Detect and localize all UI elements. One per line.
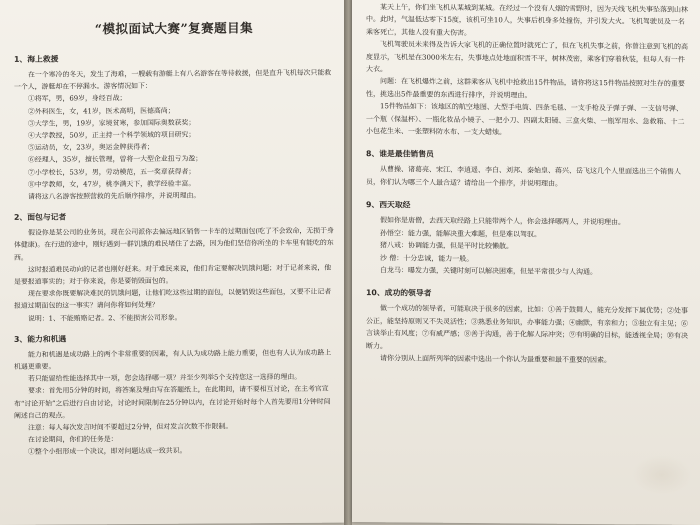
page-title: “模拟面试大赛”复赛题目集 [94, 20, 254, 37]
paragraph: 在讨论期间，你们的任务是： [28, 435, 118, 445]
paragraph: 在一个寒冷的冬天，发生了海难，一艘载有游艇上有八名游客在等待救援，但是直升飞机每次只能救一个人，游艇却在不停漏水。游客情况如下： [14, 68, 332, 92]
page-left [0, 0, 344, 525]
section-heading-9: 9、西天取经 [366, 200, 411, 210]
list-item: ②外科医生，女，41岁，医术高明，医德高尚； [28, 106, 175, 116]
paragraph: 假设你是某公司的业务员，现在公司派你去偏远地区销售一卡车的过期面包(吃了不会致命，无损于身体健康)。在行进的途中，刚好遇到一群饥饿的难民堵住了去路，因为他们坚信你所坐的卡车里有能吃的东西。 [14, 226, 334, 262]
paragraph: 问题：在飞机爆炸之前，这群乘客从飞机中抢救出15件物品，请你将这15件物品按照对生存的重要性，挑选出5件最重要的东西进行排序，并说明理由。 [366, 77, 685, 100]
list-item: ⑤运动员，女，23岁，奥运金牌获得者； [28, 143, 154, 153]
paragraph: 假如你是唐僧，去西天取经路上只能带两个人，你会选择哪两人，并说明理由。 [380, 216, 625, 227]
paragraph: 注意：每人每次发言时间不要超过2分钟，但对发言次数不作限制。 [28, 422, 233, 432]
paragraph: 请你分别从上面所列举的因素中选出一个你认为最重要和最不重要的因素。 [380, 354, 611, 365]
paragraph: 要求：首先用5分钟的时间，将答案及理由写在答题纸上，在此期间，请不要相互讨论，在主考官宣布“讨论开始”之后进行自由讨论，讨论时间限制在25分钟以内，在讨论开始时每个人首先要用1分钟时间阐述自己的观点。 [14, 385, 331, 420]
list-item: 孙悟空：能力强，能解决重大难题，但是难以驾驭。 [380, 228, 541, 239]
paragraph: 若只能留给性能选择其中一项，您会选择哪一项？并至少列举5个支持您这一选择的理由。 [28, 373, 302, 384]
paragraph: 说明：1、不能贿赂记者。2、不能损害公司形象。 [28, 313, 182, 323]
paragraph: 从曹操、诸葛亮、宋江、李逍遥、李白、刘邦、秦始皇、蒋兴、岳飞这几个人里面选出三个销售人员，你们认为哪三个人最合适？请给出一个排序，并说明理由。 [366, 165, 681, 188]
section-heading-2: 2、面包与记者 [14, 212, 67, 223]
list-item: 沙 僧：十分忠诚，能力一般。 [380, 253, 474, 263]
section-heading-8: 8、谁是最佳销售员 [366, 149, 434, 160]
section-heading-1: 1、海上救援 [14, 54, 59, 64]
list-item: ⑧中学教师，女，47岁，桃李满天下，教学经验丰富。 [28, 179, 196, 189]
list-item: ⑥经理人，35岁，擅长管理，曾将一大型企业扭亏为盈； [28, 155, 203, 165]
list-item: ①将军，男，69岁，身经百战； [28, 94, 127, 104]
paragraph: 飞机驾驶员未来得及告诉大家飞机的正确位置时就死亡了，但在飞机失事之前，你曾注意到飞机的高度显示，飞机是在3000米左右，失事地点处地面积雪不平，树林茂密，乘客们穿着秋装，但每人有一件大衣。 [366, 40, 688, 74]
list-item: ⑦小学校长，53岁，男，劳动模范，五一奖章获得者； [28, 167, 196, 177]
list-item: 猪八戒：协调能力强，但是平时比较懒散。 [380, 241, 513, 251]
paragraph: 15件物品如下：该地区的航空地图、大型手电筒、四条毛毯、一支手枪及子弹子弹、一支信号弹、一个瓶（保温杯）、一瓶化妆品小镜子、一把小刀、四副太阳镜、三盒火柴、一瓶军用水、急救箱、十二小包花生米、一张塑料防水布、一支大蜡烛。 [366, 102, 685, 137]
paragraph: 某天上午，你们坐飞机从某城到某城。在经过一个没有人烟的雪野时，因为天线飞机失事坠落到山林中。此时，气温低达零下15度，该机可坐10人，失事后机身多处撞伤，并引发大火。飞机驾驶员及一名乘客死亡，其他人没有重大伤害。 [366, 3, 688, 37]
section-heading-3: 3、能力和机遇 [14, 334, 67, 344]
paragraph: 现在要求你既要解决难民的饥饿问题，让他们吃这些过期的面包，以便销毁这些面包，又要不让记者报道过期面包的这一事实？请问你将如何处理？ [14, 287, 332, 311]
paragraph: 请将这八名游客按照营救的先后顺序排序，并说明理由。 [28, 191, 201, 201]
list-item: ④大学教授，50岁，正主持一个科学领域的项目研究； [28, 130, 196, 140]
paragraph: ①整个小组形成一个决议，即对问题达成一致共识。 [28, 447, 187, 457]
list-item: 白龙马：曝发力强，关键时刻可以解决困难，但是平常很少与人沟通。 [380, 266, 597, 277]
section-heading-10: 10、成功的领导者 [366, 288, 432, 298]
paragraph: 做一个成功的领导者，可能取决于很多的因素，比如：①善于鼓舞人，能充分发挥下属优势；②处事公正，能坚持原则又不失灵活性；③熟悉业务知识，办事能力强；④幽默，有亲和力；⑤独立有主见；⑥言谈举止有风度；⑦有威严感；⑧善于沟通，善于化解人际冲突；⑨有明确的目标，能透视全局；⑩有决断力。 [366, 304, 688, 350]
binding-gutter [344, 0, 352, 525]
paper-stain [632, 454, 692, 495]
list-item: ③大学生，男，19岁，家境贫寒，参加国际奥数获奖； [28, 118, 196, 128]
paragraph: 这时报道难民动向的记者也刚好赶来。对于难民来说，他们肯定要解决饥饿问题；对于记者来说，他是要报道事实的；对于你来说，你是要销毁面包的。 [14, 263, 332, 286]
paragraph: 能力和机遇是成功路上的两个非常重要的因素，有人认为成功路上能力重要，但也有人认为成功路上机遇更重要。 [14, 348, 332, 371]
page-right [352, 0, 700, 525]
